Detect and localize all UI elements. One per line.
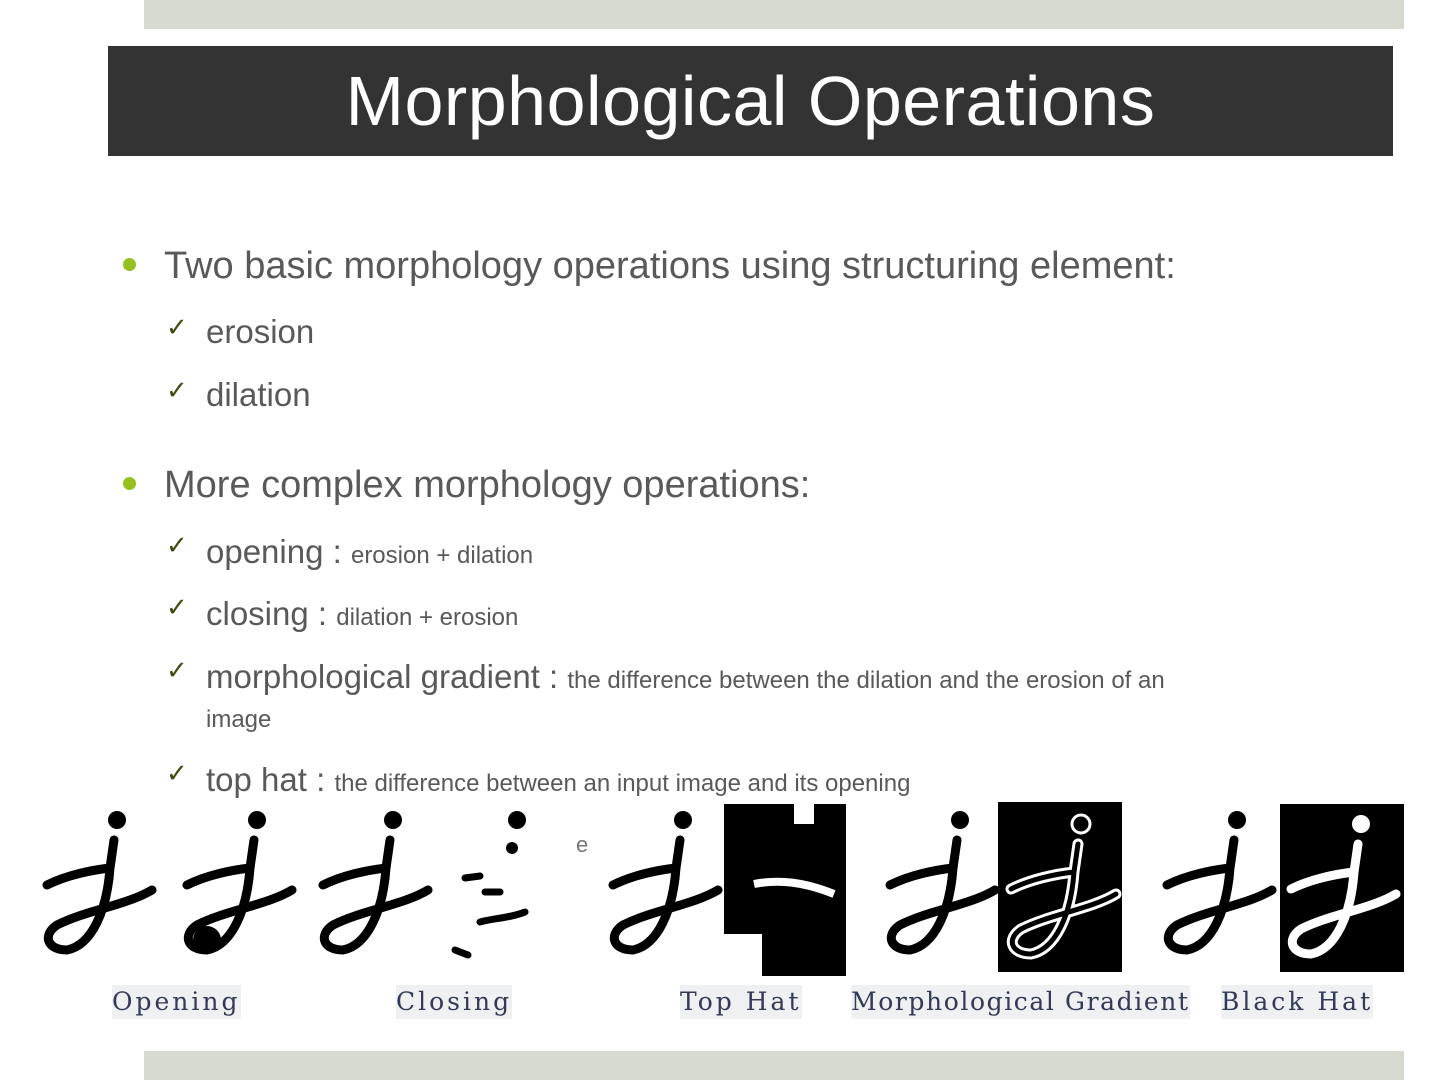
top-band bbox=[144, 0, 1404, 29]
tophat-original-image bbox=[613, 811, 718, 950]
subitem-term: opening : bbox=[206, 533, 351, 570]
blackhat-result-image bbox=[1280, 804, 1404, 972]
subitem-gradient bbox=[206, 657, 1165, 704]
opening-original-image bbox=[47, 811, 152, 950]
partial-text: e bbox=[576, 832, 589, 857]
closing-original-image bbox=[323, 811, 428, 950]
checkmark-icon: ✓ bbox=[166, 375, 188, 405]
subitem-desc: the difference between an input image and its opening bbox=[334, 770, 911, 797]
checkmark-icon: ✓ bbox=[166, 655, 188, 685]
caption-black-hat: Black Hat bbox=[1221, 985, 1373, 1019]
bottom-band bbox=[144, 1051, 1404, 1080]
caption-opening: Opening bbox=[112, 985, 241, 1019]
opening-result-image bbox=[187, 811, 292, 954]
bullet-text: More complex morphology operations: bbox=[164, 464, 811, 506]
tophat-result-image bbox=[724, 804, 846, 976]
bullet-dot-icon bbox=[123, 258, 136, 271]
subitem-term: top hat : bbox=[206, 761, 335, 798]
subitem-dilation bbox=[206, 375, 311, 422]
blackhat-original-image bbox=[1167, 811, 1272, 950]
subitem-opening bbox=[206, 532, 533, 579]
slide-title: Morphological Operations bbox=[345, 62, 1156, 140]
gradient-original-image bbox=[890, 811, 995, 950]
title-bar bbox=[108, 46, 1393, 156]
subitem-desc: dilation + erosion bbox=[336, 604, 519, 631]
checkmark-icon: ✓ bbox=[166, 758, 188, 788]
subitem-desc: the difference between the dilation and the erosion of an bbox=[567, 667, 1165, 694]
checkmark-icon: ✓ bbox=[166, 592, 188, 622]
caption-closing: Closing bbox=[396, 985, 512, 1019]
subitem-closing bbox=[206, 594, 518, 641]
checkmark-icon: ✓ bbox=[166, 530, 188, 560]
subitem-term: closing : bbox=[206, 595, 337, 632]
gradient-result-image bbox=[998, 802, 1122, 972]
subitem-term: morphological gradient : bbox=[206, 658, 568, 695]
subitem-term: erosion bbox=[206, 313, 315, 350]
checkmark-icon: ✓ bbox=[166, 312, 188, 342]
closing-result-image bbox=[455, 811, 526, 955]
caption-morphological-gradient: Morphological Gradient bbox=[851, 985, 1190, 1019]
bullet-dot-icon bbox=[123, 477, 136, 490]
subitem-term: dilation bbox=[206, 376, 311, 413]
subitem-desc: erosion + dilation bbox=[350, 542, 534, 569]
bullet-text: Two basic morphology operations using structuring element: bbox=[164, 245, 1176, 287]
subitem-erosion bbox=[206, 312, 314, 359]
morphology-examples-figure bbox=[0, 800, 1440, 980]
caption-top-hat: Top Hat bbox=[680, 985, 802, 1019]
subitem-desc-continued: image bbox=[206, 706, 272, 733]
